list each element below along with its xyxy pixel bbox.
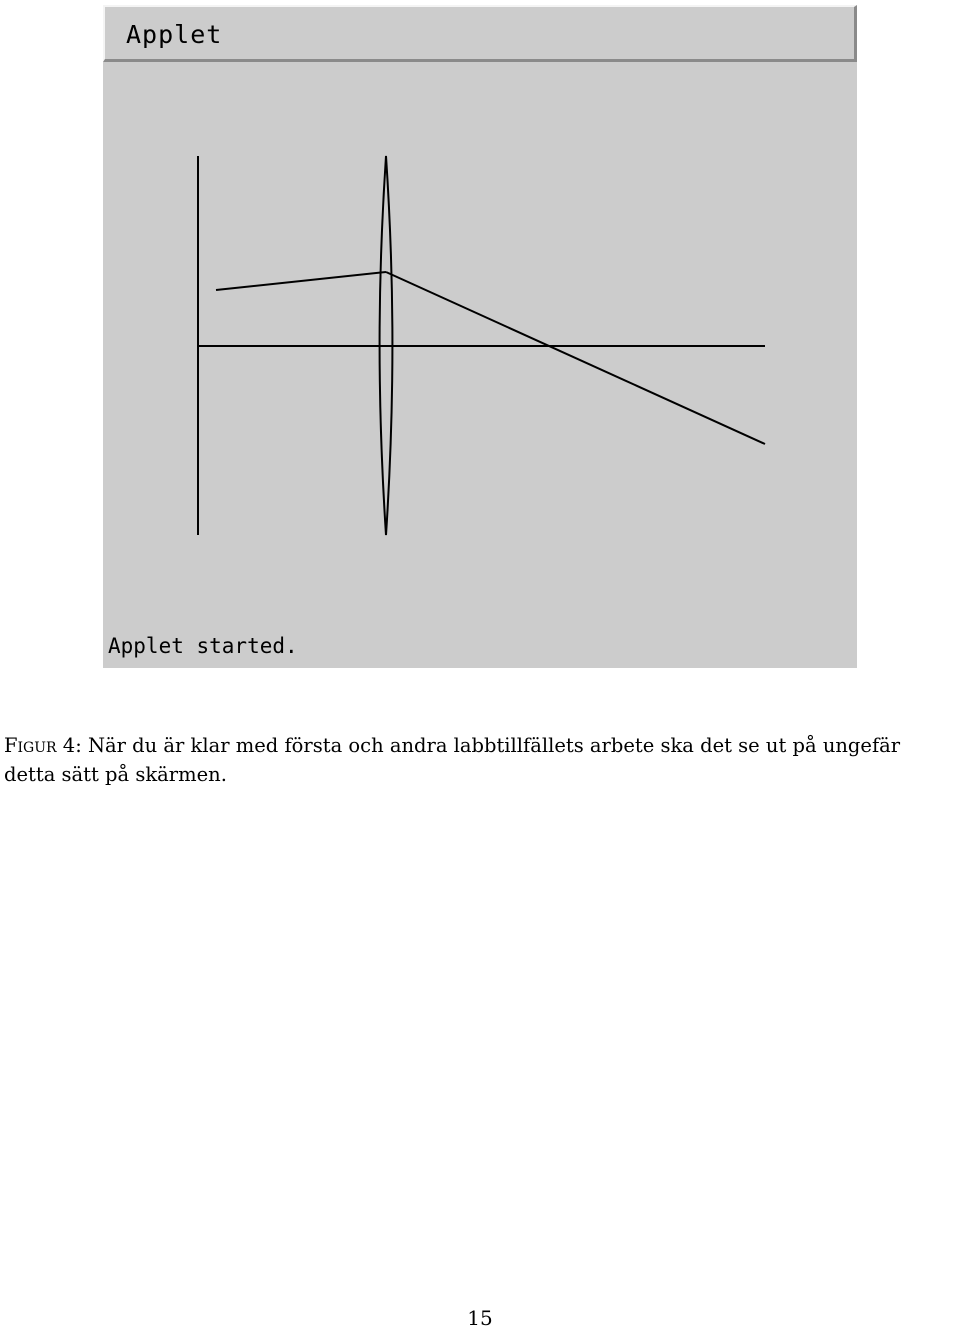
optics-canvas — [103, 62, 857, 668]
figure-label: Figur 4: — [4, 734, 82, 757]
refracted-ray — [386, 272, 765, 444]
figure-caption — [4, 731, 956, 789]
page-number: 15 — [467, 1306, 493, 1330]
applet-title: Applet — [126, 20, 223, 49]
figure-caption-text: När du är klar med första och andra labbtillfällets arbete ska det se ut på ungefär detta sätt på skärmen. — [4, 734, 901, 786]
applet-titlebar[interactable] — [103, 5, 857, 62]
incident-ray — [216, 272, 386, 290]
applet-window — [103, 5, 857, 668]
applet-status: Applet started. — [108, 634, 298, 658]
